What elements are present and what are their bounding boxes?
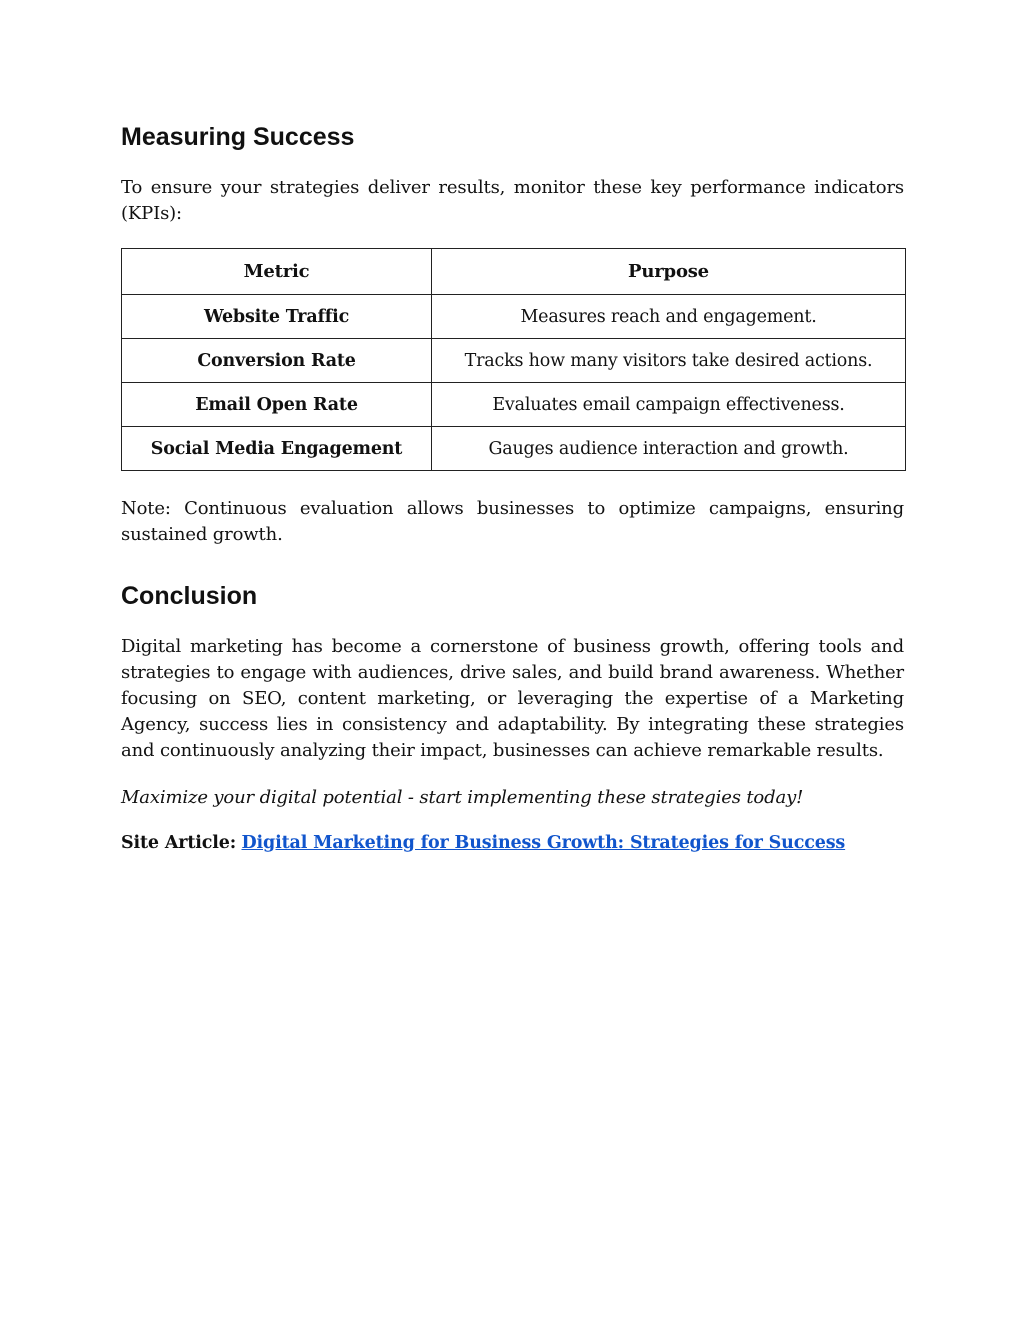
section-heading-conclusion: Conclusion <box>121 582 258 610</box>
call-to-action: Maximize your digital potential - start implementing these strategies today! <box>121 787 804 808</box>
purpose-cell: Evaluates email campaign effectiveness. <box>432 383 906 427</box>
metric-cell: Social Media Engagement <box>122 427 432 471</box>
purpose-cell: Measures reach and engagement. <box>432 295 906 339</box>
table-row <box>122 383 906 427</box>
column-header-purpose: Purpose <box>432 249 906 295</box>
intro-paragraph: To ensure your strategies deliver results, monitor these key performance indicators (KPIs): <box>121 177 904 224</box>
site-article-line <box>121 830 904 856</box>
table-row <box>122 339 906 383</box>
table-row <box>122 427 906 471</box>
site-article-link[interactable]: Digital Marketing for Business Growth: Strategies for Success <box>241 833 846 853</box>
kpi-table <box>121 248 906 471</box>
purpose-cell: Tracks how many visitors take desired actions. <box>432 339 906 383</box>
column-header-metric: Metric <box>122 249 432 295</box>
note-paragraph: Note: Continuous evaluation allows businesses to optimize campaigns, ensuring sustained growth. <box>121 498 904 545</box>
site-article-label: Site Article: <box>121 833 237 853</box>
metric-cell: Email Open Rate <box>122 383 432 427</box>
conclusion-paragraph: Digital marketing has become a cornerstone of business growth, offering tools and strategies to engage with audiences, drive sales, and build brand awareness. Whether focusing on SEO, content marketing, or leveraging the expertise of a Marketing Agency, success lies in consistency and adaptability. By integrating these strategies and continuously analyzing their impact, businesses can achieve remarkable results. <box>121 636 904 761</box>
table-row <box>122 295 906 339</box>
purpose-cell: Gauges audience interaction and growth. <box>432 427 906 471</box>
table-header-row <box>122 249 906 295</box>
section-heading-measuring-success: Measuring Success <box>121 123 355 151</box>
metric-cell: Website Traffic <box>122 295 432 339</box>
metric-cell: Conversion Rate <box>122 339 432 383</box>
